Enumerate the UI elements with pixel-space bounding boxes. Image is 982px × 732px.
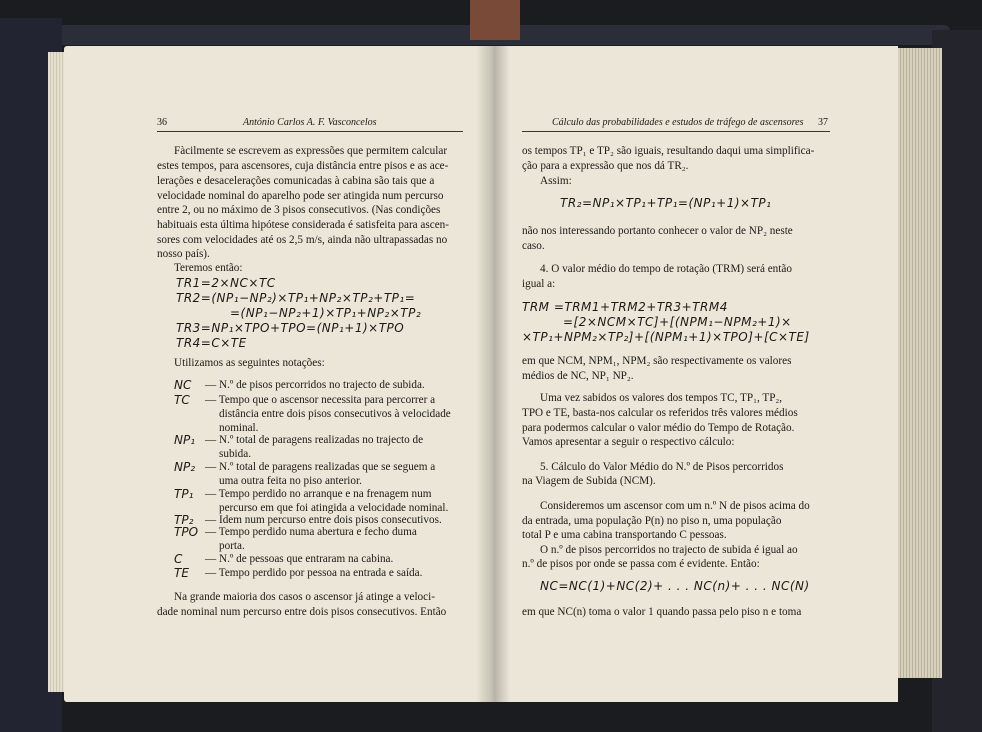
notation-symbol: TP₁: [174, 487, 194, 501]
book-spine: [470, 0, 520, 40]
left-para1-line: nosso país).: [157, 248, 210, 260]
notation-text: — N.º de pisos percorridos no trajecto de subida.: [205, 379, 425, 391]
left-para1-line: velocidade nominal do aparelho pode ser atingida num percurso: [157, 190, 444, 202]
notation-text: nominal.: [219, 422, 259, 434]
notation-text: — Tempo perdido no arranque e na frenagem num: [205, 488, 432, 500]
right-para1-line: os tempos TP₁ e TP₂ são iguais, resultando daqui uma simplifica-: [522, 145, 815, 157]
right-para5-line: Uma vez sabidos os valores dos tempos TC, TP₁, TP₂,: [540, 392, 783, 404]
right-para7-line: total P e uma cabina transportando C pessoas.: [522, 529, 727, 541]
right-para7-line: da entrada, uma população P(n) no piso n, uma população: [522, 515, 782, 527]
notation-text: distância entre dois pisos consecutivos à velocidade: [219, 408, 451, 420]
left-last-para-line: Na grande maioria dos casos o ascensor já atinge a veloci-: [174, 591, 435, 603]
notation-text: uma outra feita no piso anterior.: [219, 475, 362, 487]
equation-tr2: TR2=(NP₁−NP₂)×TP₁+NP₂×TP₂+TP₁=: [176, 291, 416, 305]
right-para7-line: O n.º de pisos percorridos no trajecto de subida é igual ao: [540, 544, 798, 556]
notation-symbol: NP₂: [174, 460, 196, 474]
right-para4-line: médios de NC, NP₁ NP₂.: [522, 370, 634, 382]
right-para2-line: caso.: [522, 240, 545, 252]
left-para1-line: lerações e desacelerações comunicadas à cabina são tais que a: [157, 175, 435, 187]
notation-symbol: TP₂: [174, 513, 194, 527]
right-last-line: em que NC(n) toma o valor 1 quando passa pelo piso n e toma: [522, 606, 802, 618]
notation-text: — N.º total de paragens realizadas no trajecto de: [205, 434, 424, 446]
left-para1-line: entre 2, ou no máximo de 3 pisos consecutivos. (Nas condições: [157, 204, 441, 216]
right-para1-line: Assim:: [540, 175, 572, 187]
right-para4-line: em que NCM, NPM₁, NPM₂ são respectivamente os valores: [522, 355, 792, 367]
equation-tr2-simplified: TR₂=NP₁×TP₁+TP₁=(NP₁+1)×TP₁: [560, 196, 772, 210]
notation-symbol: NP₁: [174, 433, 196, 447]
notation-text: porta.: [219, 540, 245, 552]
notation-text: — Idem num percurso entre dois pisos consecutivos.: [205, 514, 442, 526]
section-5-heading: na Viagem de Subida (NCM).: [522, 475, 656, 487]
equation-trm-cont: ×TP₁+NPM₂×TP₂]+[(NPM₁+1)×TPO]+[C×TE]: [522, 330, 810, 344]
notation-text: — Tempo perdido por pessoa na entrada e saída.: [205, 567, 423, 579]
equation-tr2-cont: =(NP₁−NP₂+1)×TP₁+NP₂×TP₂: [230, 306, 422, 320]
right-para2-line: não nos interessando portanto conhecer o valor de NP₂ neste: [522, 225, 793, 237]
left-para1-line: sores com velocidades até os 2,5 m/s, ainda não ultrapassadas no: [157, 234, 448, 246]
equation-trm-cont: =[2×NCM×TC]+[(NPM₁−NPM₂+1)×: [563, 315, 792, 329]
notation-symbol: NC: [174, 378, 192, 392]
notation-text: — N.º total de paragens realizadas que se seguem a: [205, 461, 436, 473]
notation-text: — Tempo perdido numa abertura e fecho duma: [205, 526, 417, 538]
section-5-heading: 5. Cálculo do Valor Médio do N.º de Pisos percorridos: [540, 461, 784, 473]
left-para1-line: Fàcilmente se escrevem as expressões que permitem calcular: [174, 145, 448, 157]
equation-nc-sum: NC=NC(1)+NC(2)+ . . . NC(n)+ . . . NC(N): [540, 579, 810, 593]
right-para7-line: n.º de pisos por onde se passa com é evidente. Então:: [522, 558, 760, 570]
equation-tr3: TR3=NP₁×TPO+TPO=(NP₁+1)×TPO: [176, 321, 405, 335]
right-para3-line: 4. O valor médio do tempo de rotação (TRM) será então: [540, 263, 792, 275]
right-para1-line: ção para a expressão que nos dá TR₂.: [522, 160, 689, 172]
right-para5-line: TPO e TE, basta-nos calcular os referidos três valores médios: [522, 407, 798, 419]
left-para1-line: habituais esta última hipótese considerada é satisfeita para ascen-: [157, 219, 450, 231]
equation-tr1: TR1=2×NC×TC: [176, 276, 276, 290]
notation-text: percurso em que foi atingida a velocidade nominal.: [219, 502, 449, 514]
left-last-para-line: dade nominal num percurso entre dois pisos consecutivos. Então: [157, 606, 447, 618]
left-running-head: António Carlos A. F. Vasconcelos: [243, 117, 377, 128]
right-para5-line: Vamos apresentar a seguir o respectivo cálculo:: [522, 436, 735, 448]
right-page-number: 37: [818, 117, 828, 128]
right-para3-line: igual a:: [522, 278, 556, 290]
notation-symbol: TC: [174, 393, 190, 407]
notation-text: — N.º de pessoas que entraram na cabina.: [205, 553, 394, 565]
left-page-number: 36: [157, 117, 167, 128]
right-running-head: Cálculo das probabilidades e estudos de tráfego de ascensores: [552, 117, 804, 128]
notation-text: subida.: [219, 448, 252, 460]
book-gutter-shadow: [476, 46, 510, 702]
right-page-edges: [898, 48, 942, 678]
notation-symbol: TPO: [174, 525, 199, 539]
notations-intro: Utilizamos as seguintes notações:: [174, 357, 325, 369]
notation-symbol: TE: [174, 566, 189, 580]
equation-trm: TRM =TRM1+TRM2+TR3+TRM4: [522, 300, 728, 314]
right-header-rule: [522, 131, 830, 132]
left-header-rule: [157, 131, 463, 132]
right-para7-line: Consideremos um ascensor com um n.º N de pisos acima do: [540, 500, 810, 512]
right-para5-line: para podermos calcular o valor médio do Tempo de Rotação.: [522, 422, 795, 434]
left-para1-line: Teremos então:: [174, 262, 243, 274]
notation-symbol: C: [174, 552, 183, 566]
equation-tr4: TR4=C×TE: [176, 336, 247, 350]
notation-text: — Tempo que o ascensor necessita para percorrer a: [205, 394, 436, 406]
left-para1-line: estes tempos, para ascensores, cuja distância entre pisos e as ace-: [157, 160, 449, 172]
